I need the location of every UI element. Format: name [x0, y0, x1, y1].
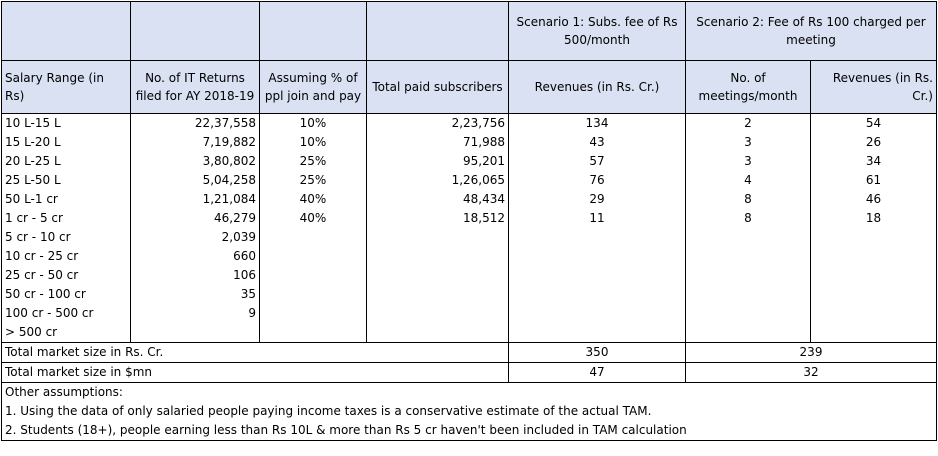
cell-subscribers: 71,988: [367, 133, 509, 152]
cell-meetings: [686, 323, 811, 343]
cell-join-pct: 40%: [260, 190, 367, 209]
cell-join-pct: [260, 228, 367, 247]
cell-subscribers: [367, 228, 509, 247]
note-row: [2, 421, 937, 441]
table-row: [2, 133, 937, 152]
col-header-meetings: No. of meetings/month: [686, 61, 811, 114]
cell-revenue-s2: 34: [811, 152, 937, 171]
cell-join-pct: [260, 247, 367, 266]
cell-it-returns: 106: [131, 266, 260, 285]
cell-revenue-s1: [509, 247, 686, 266]
header-row-columns: [2, 61, 937, 114]
table-row: [2, 304, 937, 323]
cell-it-returns: 1,21,084: [131, 190, 260, 209]
cell-subscribers: 1,26,065: [367, 171, 509, 190]
cell-meetings: [686, 285, 811, 304]
col-header-returns: No. of IT Returns filed for AY 2018-19: [131, 61, 260, 114]
notes-title: Other assumptions:: [2, 383, 937, 403]
cell-subscribers: 95,201: [367, 152, 509, 171]
cell-revenue-s2: 61: [811, 171, 937, 190]
cell-revenue-s2: 18: [811, 209, 937, 228]
cell-join-pct: [260, 285, 367, 304]
header-empty-cell: [131, 2, 260, 61]
cell-revenue-s1: [509, 266, 686, 285]
cell-join-pct: [260, 266, 367, 285]
totals-label: Total market size in $mn: [2, 363, 509, 383]
cell-it-returns: 22,37,558: [131, 114, 260, 134]
cell-meetings: 3: [686, 152, 811, 171]
cell-meetings: 2: [686, 114, 811, 134]
cell-join-pct: 10%: [260, 114, 367, 134]
cell-salary-range: 1 cr - 5 cr: [2, 209, 131, 228]
cell-revenue-s1: [509, 228, 686, 247]
cell-revenue-s1: [509, 304, 686, 323]
note-item: 1. Using the data of only salaried people paying income taxes is a conservative estimate of the actual TAM.: [2, 402, 937, 421]
cell-join-pct: 25%: [260, 171, 367, 190]
cell-meetings: [686, 304, 811, 323]
table-row: [2, 114, 937, 134]
cell-subscribers: 2,23,756: [367, 114, 509, 134]
col-header-rev1: Revenues (in Rs. Cr.): [509, 61, 686, 114]
tam-table: [1, 1, 937, 441]
table-row: [2, 228, 937, 247]
cell-it-returns: 660: [131, 247, 260, 266]
table-row: [2, 152, 937, 171]
cell-salary-range: 50 L-1 cr: [2, 190, 131, 209]
cell-salary-range: 20 L-25 L: [2, 152, 131, 171]
table-row: [2, 171, 937, 190]
cell-revenue-s2: [811, 247, 937, 266]
totals-revenue-s2: 32: [686, 363, 937, 383]
cell-revenue-s1: 134: [509, 114, 686, 134]
cell-revenue-s1: 76: [509, 171, 686, 190]
cell-salary-range: 100 cr - 500 cr: [2, 304, 131, 323]
cell-revenue-s2: [811, 304, 937, 323]
cell-it-returns: 9: [131, 304, 260, 323]
col-header-pct: Assuming % of ppl join and pay: [260, 61, 367, 114]
totals-label: Total market size in Rs. Cr.: [2, 343, 509, 363]
note-row: [2, 383, 937, 403]
cell-join-pct: [260, 304, 367, 323]
table-row: [2, 247, 937, 266]
cell-meetings: 3: [686, 133, 811, 152]
col-header-salary: Salary Range (in Rs): [2, 61, 131, 114]
cell-subscribers: [367, 285, 509, 304]
cell-revenue-s1: 43: [509, 133, 686, 152]
cell-salary-range: 10 L-15 L: [2, 114, 131, 134]
totals-revenue-s1: 350: [509, 343, 686, 363]
header-empty-cell: [2, 2, 131, 61]
cell-revenue-s1: [509, 285, 686, 304]
totals-section: [2, 343, 937, 383]
totals-row: [2, 343, 937, 363]
cell-revenue-s1: [509, 323, 686, 343]
header-section: [2, 2, 937, 114]
cell-it-returns: 2,039: [131, 228, 260, 247]
cell-revenue-s2: 26: [811, 133, 937, 152]
cell-meetings: 8: [686, 209, 811, 228]
cell-it-returns: 3,80,802: [131, 152, 260, 171]
cell-salary-range: 15 L-20 L: [2, 133, 131, 152]
cell-revenue-s1: 57: [509, 152, 686, 171]
cell-revenue-s2: 54: [811, 114, 937, 134]
totals-revenue-s1: 47: [509, 363, 686, 383]
cell-revenue-s2: [811, 323, 937, 343]
cell-salary-range: 5 cr - 10 cr: [2, 228, 131, 247]
table-row: [2, 285, 937, 304]
scenario1-header: Scenario 1: Subs. fee of Rs 500/month: [509, 2, 686, 61]
cell-revenue-s2: [811, 266, 937, 285]
cell-join-pct: 25%: [260, 152, 367, 171]
cell-meetings: [686, 247, 811, 266]
cell-it-returns: 7,19,882: [131, 133, 260, 152]
cell-salary-range: > 500 cr: [2, 323, 131, 343]
cell-revenue-s2: [811, 228, 937, 247]
header-empty-cell: [260, 2, 367, 61]
cell-subscribers: 18,512: [367, 209, 509, 228]
cell-subscribers: 48,434: [367, 190, 509, 209]
cell-it-returns: 35: [131, 285, 260, 304]
cell-it-returns: 46,279: [131, 209, 260, 228]
cell-subscribers: [367, 304, 509, 323]
data-section: [2, 114, 937, 343]
cell-revenue-s1: 29: [509, 190, 686, 209]
table-row: [2, 266, 937, 285]
cell-it-returns: [131, 323, 260, 343]
cell-salary-range: 10 cr - 25 cr: [2, 247, 131, 266]
cell-subscribers: [367, 266, 509, 285]
cell-subscribers: [367, 247, 509, 266]
cell-revenue-s1: 11: [509, 209, 686, 228]
cell-meetings: 4: [686, 171, 811, 190]
cell-salary-range: 50 cr - 100 cr: [2, 285, 131, 304]
notes-section: [2, 383, 937, 441]
cell-salary-range: 25 L-50 L: [2, 171, 131, 190]
cell-join-pct: 40%: [260, 209, 367, 228]
cell-salary-range: 25 cr - 50 cr: [2, 266, 131, 285]
totals-row: [2, 363, 937, 383]
note-row: [2, 402, 937, 421]
cell-meetings: 8: [686, 190, 811, 209]
cell-revenue-s2: 46: [811, 190, 937, 209]
note-item: 2. Students (18+), people earning less than Rs 10L & more than Rs 5 cr haven't been included in TAM calculation: [2, 421, 937, 441]
col-header-rev2: Revenues (in Rs. Cr.): [811, 61, 937, 114]
table-row: [2, 190, 937, 209]
cell-subscribers: [367, 323, 509, 343]
cell-meetings: [686, 228, 811, 247]
table-row: [2, 323, 937, 343]
header-row-scenarios: [2, 2, 937, 61]
totals-revenue-s2: 239: [686, 343, 937, 363]
cell-meetings: [686, 266, 811, 285]
cell-join-pct: [260, 323, 367, 343]
cell-join-pct: 10%: [260, 133, 367, 152]
cell-revenue-s2: [811, 285, 937, 304]
table-row: [2, 209, 937, 228]
scenario2-header: Scenario 2: Fee of Rs 100 charged per meeting: [686, 2, 937, 61]
header-empty-cell: [367, 2, 509, 61]
cell-it-returns: 5,04,258: [131, 171, 260, 190]
col-header-subs: Total paid subscribers: [367, 61, 509, 114]
